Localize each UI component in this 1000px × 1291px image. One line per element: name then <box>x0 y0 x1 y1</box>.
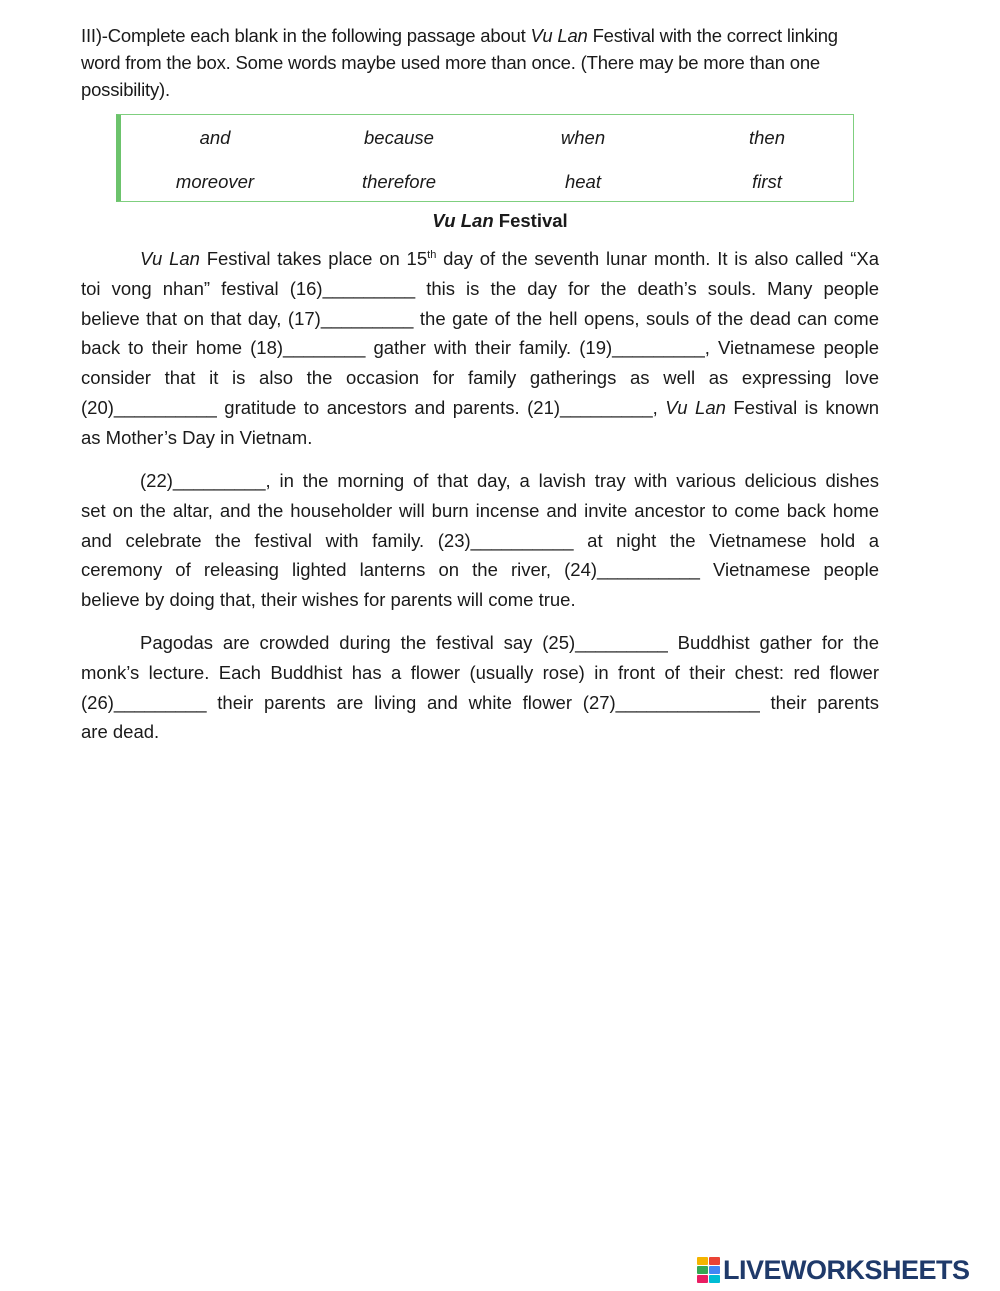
paragraph-2 <box>81 466 879 615</box>
festival-name: Vu Lan <box>140 248 200 269</box>
para-line: back to their home (18)________ gather with their family. (19)_________, Vietnamese people <box>81 337 879 359</box>
instructions-text-cont: Festival with the correct linking <box>587 25 838 46</box>
para-line: and celebrate the festival with family. (23)__________ at night the Vietnamese hold a <box>81 529 879 551</box>
para-line: monk’s lecture. Each Buddhist has a flower (usually rose) in front of their chest: red flower <box>81 661 879 683</box>
para-text: (22)_________, in the morning of that day, a lavish tray with various delicious dishes <box>140 470 879 491</box>
para-line: as Mother’s Day in Vietnam. <box>81 426 313 448</box>
word-box-item: when <box>560 127 606 148</box>
logo-mark-square <box>697 1275 708 1283</box>
logo-mark-square <box>697 1257 708 1265</box>
logo-mark-icon <box>697 1257 720 1283</box>
instructions-text: III)-Complete each blank in the following passage about <box>81 25 531 46</box>
para-line: ceremony of releasing lighted lanterns on the river, (24)__________ Vietnamese people <box>81 559 879 581</box>
para-line: toi vong nhan” festival (16)_________ this is the day for the death’s souls. Many people <box>81 277 879 299</box>
title-italic: Vu Lan <box>432 210 494 231</box>
ordinal-suffix: th <box>427 248 437 261</box>
word-box-item: first <box>752 171 782 192</box>
logo-mark-square <box>697 1266 708 1274</box>
instructions-festival-name: Vu Lan <box>530 25 588 46</box>
para-text: Festival is known <box>725 396 880 418</box>
logo-mark-square <box>709 1275 720 1283</box>
festival-name: Vu Lan <box>665 396 726 418</box>
para-line: are dead. <box>81 721 160 743</box>
logo-mark-square <box>709 1266 720 1274</box>
word-box-item: heat <box>564 171 601 192</box>
word-box-item: then <box>748 127 785 148</box>
word-box-item: moreover <box>175 171 255 192</box>
para-text: Festival takes place on 15 <box>199 248 428 269</box>
para-line: believe by doing that, their wishes for parents will come true. <box>81 589 576 611</box>
para-text: Pagodas are crowded during the festival say (25)_________ Buddhist gather for the <box>140 632 879 653</box>
paragraph-1 <box>81 244 879 453</box>
word-box-item: and <box>199 127 231 148</box>
para-line: set on the altar, and the householder will burn incense and invite ancestor to come back home <box>81 499 879 521</box>
para-text: (20)__________ gratitude to ancestors and parents. (21)_________, <box>81 396 666 418</box>
liveworksheets-logo <box>697 1255 970 1285</box>
para-text: day of the seventh lunar month. It is also called “Xa <box>436 248 879 269</box>
para-line: (26)_________ their parents are living and white flower (27)______________ their parents <box>81 691 879 713</box>
word-box-item: because <box>364 127 434 148</box>
logo-mark-square <box>709 1257 720 1265</box>
word-box <box>116 114 854 202</box>
instructions-line3: possibility). <box>81 79 170 100</box>
logo-text: LIVEWORKSHEETS <box>723 1254 970 1285</box>
paragraph-3 <box>81 628 879 747</box>
para-line: consider that it is also the occasion for family gatherings as well as expressing love <box>81 367 879 389</box>
title-rest: Festival <box>493 210 568 231</box>
instructions <box>81 22 891 103</box>
para-line: believe that on that day, (17)_________ the gate of the hell opens, souls of the dead can come <box>81 307 879 329</box>
word-box-item: therefore <box>361 171 437 192</box>
passage-title <box>0 209 1000 233</box>
instructions-line2: word from the box. Some words maybe used more than once. (There may be more than one <box>81 52 820 73</box>
